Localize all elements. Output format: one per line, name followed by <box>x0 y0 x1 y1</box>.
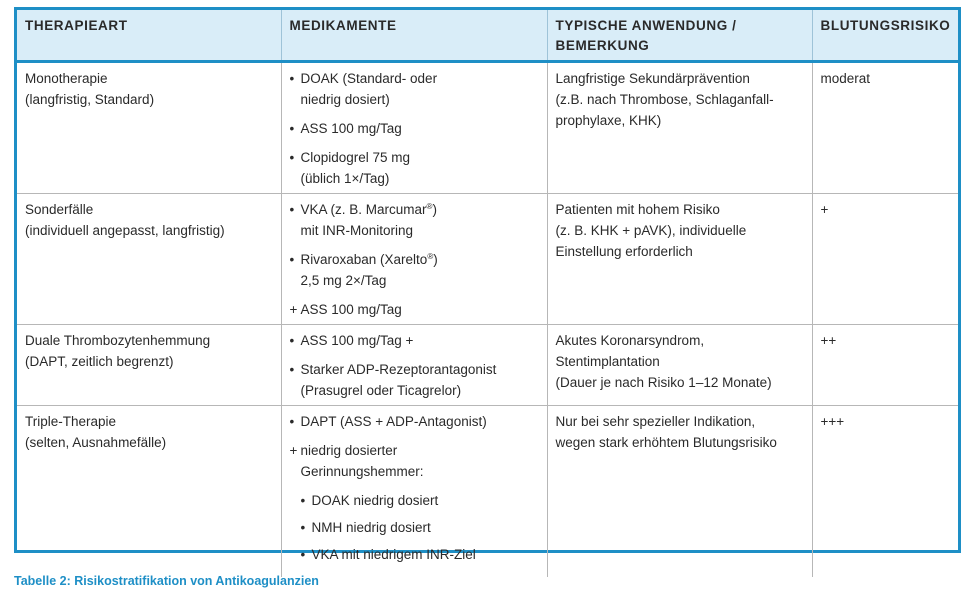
cell-medikamente <box>281 406 547 577</box>
medication-item <box>290 440 539 482</box>
bullet-indent <box>290 461 301 482</box>
risk-value: ++ <box>820 333 837 348</box>
table-row <box>17 194 958 325</box>
medication-text: VKA mit niedrigem INR-Ziel <box>311 547 476 562</box>
anwendung-line: Stentimplantation <box>555 354 660 369</box>
cell-medikamente <box>281 62 547 194</box>
cell-blutungsrisiko <box>812 325 958 406</box>
medication-item <box>290 199 539 241</box>
bullet-marker: • <box>289 414 295 429</box>
medication-text: NMH niedrig dosiert <box>311 520 431 535</box>
medication-text: Gerinnungshemmer: <box>300 464 424 479</box>
medication-item <box>290 359 539 401</box>
medication-text: niedrig dosierter <box>300 443 398 458</box>
bullet-indent <box>290 270 301 291</box>
therapieart-line: (selten, Ausnahmefälle) <box>25 435 167 450</box>
bullet-indent <box>290 380 301 401</box>
medication-text: DOAK niedrig dosiert <box>311 493 439 508</box>
bullet-marker: • <box>289 71 295 86</box>
medication-item <box>290 299 539 320</box>
bullet-indent <box>290 220 301 241</box>
therapieart-line: (DAPT, zeitlich begrenzt) <box>25 354 174 369</box>
header-anwendung <box>547 10 812 62</box>
medication-text: 2,5 mg 2×/Tag <box>300 273 387 288</box>
anwendung-line: prophylaxe, KHK) <box>555 113 662 128</box>
cell-anwendung <box>547 406 812 577</box>
medication-item <box>290 411 539 432</box>
table-caption: Tabelle 2: Risikostratifikation von Antikoagulanzien <box>14 574 319 588</box>
medication-item <box>290 249 539 291</box>
medication-item <box>290 517 539 538</box>
cell-blutungsrisiko <box>812 62 958 194</box>
header-blutungsrisiko: BLUTUNGSRISIKO <box>812 10 958 62</box>
bullet-marker: • <box>300 547 306 562</box>
risk-value: +++ <box>820 414 845 429</box>
medication-text: DAPT (ASS + ADP-Antagonist) <box>300 414 487 429</box>
anwendung-line: Einstellung erforderlich <box>555 244 693 259</box>
anwendung-line: Langfristige Sekundärprävention <box>555 71 750 86</box>
risk-value: + <box>820 202 829 217</box>
header-therapieart: THERAPIEART <box>17 10 281 62</box>
cell-anwendung <box>547 325 812 406</box>
plus-marker: + <box>289 302 298 317</box>
therapieart-line: Triple-Therapie <box>25 414 117 429</box>
medication-item <box>290 147 539 189</box>
medication-text: DOAK (Standard- oder <box>300 71 438 86</box>
anwendung-line: Nur bei sehr spezieller Indikation, <box>555 414 756 429</box>
cell-therapieart <box>17 406 281 577</box>
bullet-marker: • <box>300 493 306 508</box>
anwendung-line: Patienten mit hohem Risiko <box>555 202 720 217</box>
medication-text: ASS 100 mg/Tag + <box>300 333 414 348</box>
therapieart-line: Sonderfälle <box>25 202 94 217</box>
cell-medikamente <box>281 325 547 406</box>
bullet-marker: • <box>289 252 295 267</box>
risk-table <box>17 10 958 577</box>
medication-text: VKA (z. B. Marcumar®) <box>300 202 437 217</box>
medication-text: ASS 100 mg/Tag <box>300 121 402 136</box>
cell-anwendung <box>547 194 812 325</box>
medication-item <box>290 68 539 110</box>
medication-text: ASS 100 mg/Tag <box>300 302 402 317</box>
bullet-marker: • <box>289 150 295 165</box>
cell-blutungsrisiko <box>812 406 958 577</box>
medication-text: (Prasugrel oder Ticagrelor) <box>300 383 462 398</box>
table-header-row <box>17 10 958 62</box>
medication-item <box>290 118 539 139</box>
medication-text: niedrig dosiert) <box>300 92 390 107</box>
bullet-marker: • <box>300 520 306 535</box>
risk-value: moderat <box>820 71 871 86</box>
anwendung-line: Akutes Koronarsyndrom, <box>555 333 705 348</box>
header-anwendung-line2: BEMERKUNG <box>555 38 650 53</box>
medication-text: Starker ADP-Rezeptorantagonist <box>300 362 497 377</box>
bullet-indent <box>290 89 301 110</box>
medication-item <box>290 330 539 351</box>
cell-therapieart <box>17 325 281 406</box>
anwendung-line: (Dauer je nach Risiko 1–12 Monate) <box>555 375 772 390</box>
anwendung-line: (z.B. nach Thrombose, Schlaganfall- <box>555 92 774 107</box>
medication-text: Clopidogrel 75 mg <box>300 150 411 165</box>
therapieart-line: Monotherapie <box>25 71 108 86</box>
cell-blutungsrisiko <box>812 194 958 325</box>
table-row <box>17 325 958 406</box>
cell-medikamente <box>281 194 547 325</box>
plus-marker: + <box>289 443 298 458</box>
bullet-marker: • <box>289 202 295 217</box>
therapieart-line: Duale Thrombozytenhemmung <box>25 333 211 348</box>
header-anwendung-line1: TYPISCHE ANWENDUNG / <box>555 18 737 33</box>
medication-item <box>290 490 539 511</box>
therapieart-line: (individuell angepasst, langfristig) <box>25 223 225 238</box>
anwendung-line: (z. B. KHK + pAVK), individuelle <box>555 223 747 238</box>
medication-item <box>290 544 539 565</box>
bullet-marker: • <box>289 362 295 377</box>
bullet-marker: • <box>289 333 295 348</box>
table-row <box>17 62 958 194</box>
medication-text: mit INR-Monitoring <box>300 223 414 238</box>
therapieart-line: (langfristig, Standard) <box>25 92 155 107</box>
cell-therapieart <box>17 194 281 325</box>
header-medikamente: MEDIKAMENTE <box>281 10 547 62</box>
anwendung-line: wegen stark erhöhtem Blutungsrisiko <box>555 435 777 450</box>
bullet-marker: • <box>289 121 295 136</box>
cell-anwendung <box>547 62 812 194</box>
table-row <box>17 406 958 577</box>
medication-text: Rivaroxaban (Xarelto®) <box>300 252 438 267</box>
bullet-indent <box>290 168 301 189</box>
medication-text: (üblich 1×/Tag) <box>300 171 390 186</box>
cell-therapieart <box>17 62 281 194</box>
table-frame <box>14 7 961 562</box>
